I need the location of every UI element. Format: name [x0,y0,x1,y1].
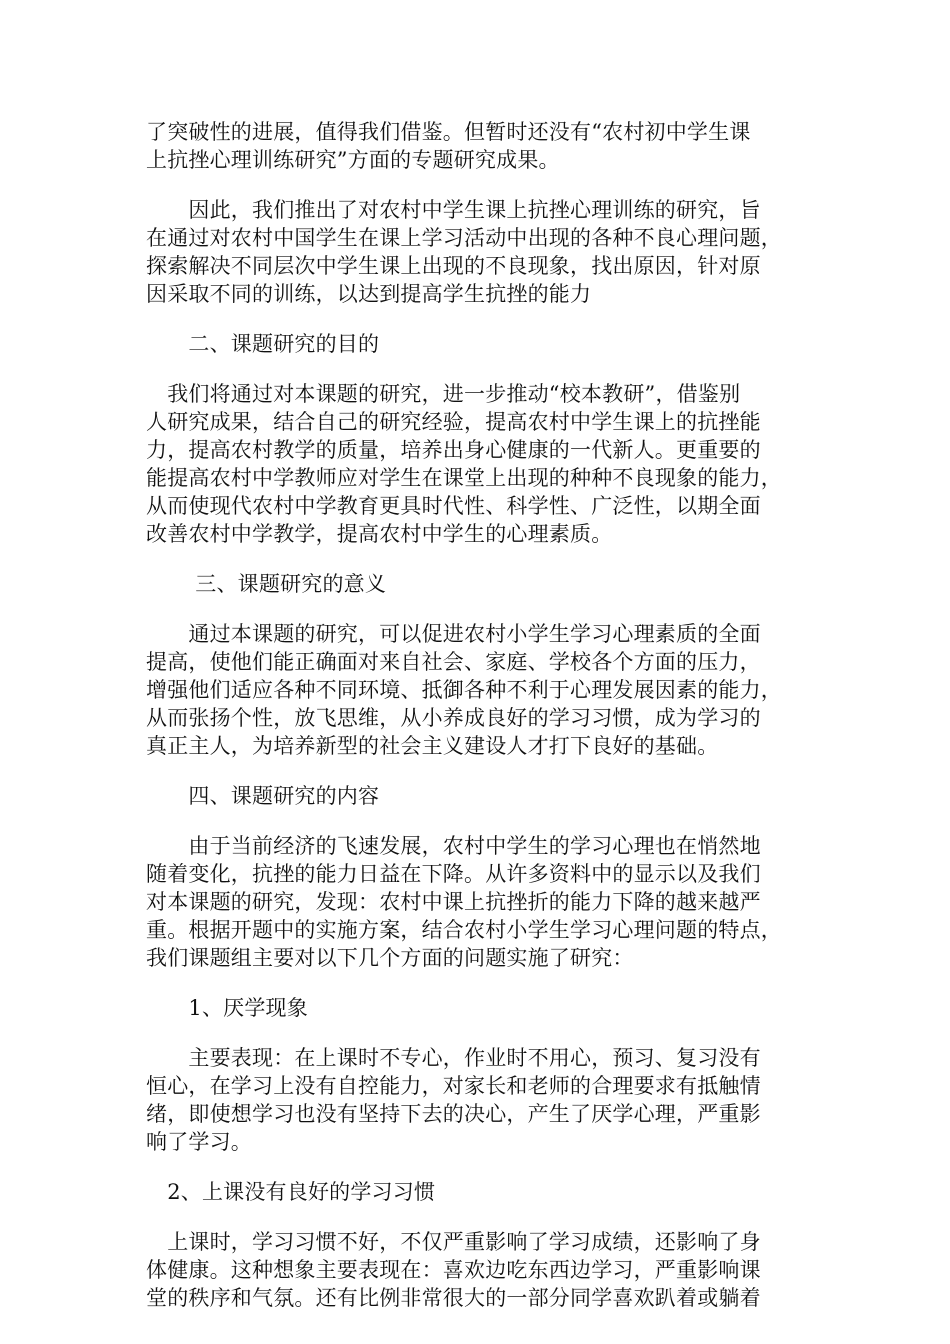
text-line: 绪，即使想学习也没有坚持下去的决心，产生了厌学心理，严重影 [146,1102,761,1126]
text-line: 堂的秩序和气氛。还有比例非常很大的一部分同学喜欢趴着或躺着 [146,1286,761,1310]
text-line: 随着变化，抗挫的能力日益在下降。从许多资料中的显示以及我们 [146,862,761,886]
text-line: 上抗挫心理训练研究”方面的专题研究成果。 [146,148,560,172]
text-line: 由于当前经济的飞速发展，农村中学生的学习心理也在悄然地 [146,834,761,858]
paragraph-content [146,832,806,972]
text-line: 力，提高农村教学的质量，培养出身心健康的一代新人。更重要的 [146,438,761,462]
paragraph-significance [146,620,806,760]
subheading-aversion [146,994,806,1022]
text-line: 从而使现代农村中学教育更具时代性、科学性、广泛性，以期全面 [146,494,761,518]
heading-text: 2、上课没有良好的学习习惯 [146,1180,436,1204]
text-line: 从而张扬个性，放飞思维，从小养成良好的学习习惯，成为学习的 [146,706,761,730]
text-line: 我们将通过对本课题的研究，进一步推动“校本教研”，借鉴别 [146,382,741,406]
text-line: 上课时，学习习惯不好，不仅严重影响了学习成绩，还影响了身 [146,1230,761,1254]
text-line: 重。根据开题中的实施方案，结合农村小学生学习心理问题的特点， [146,918,782,942]
heading-text: 1、厌学现象 [146,996,308,1020]
text-line: 通过本课题的研究，可以促进农村小学生学习心理素质的全面 [146,622,761,646]
text-line: 改善农村中学教学，提高农村中学生的心理素质。 [146,522,613,546]
heading-text: 二、课题研究的目的 [146,332,380,356]
text-line: 因采取不同的训练，以达到提高学生抗挫的能力 [146,282,592,306]
text-line: 响了学习。 [146,1130,252,1154]
paragraph-research-purpose-intro [146,196,806,308]
paragraph-research-status [146,118,806,174]
text-line: 我们课题组主要对以下几个方面的问题实施了研究： [146,946,634,970]
section-heading-content [146,782,806,810]
document-body [146,118,806,1334]
text-line: 提高，使他们能正确面对来自社会、家庭、学校各个方面的压力， [146,650,761,674]
text-line: 真正主人，为培养新型的社会主义建设人才打下良好的基础。 [146,734,719,758]
text-line: 体健康。这种想象主要表现在：喜欢边吃东西边学习，严重影响课 [146,1258,761,1282]
text-line: 增强他们适应各种不同环境、抵御各种不利于心理发展因素的能力， [146,678,782,702]
text-line: 恒心，在学习上没有自控能力，对家长和老师的合理要求有抵触情 [146,1074,761,1098]
section-heading-significance [146,570,806,598]
heading-text: 三、课题研究的意义 [146,572,387,596]
text-line: 人研究成果，结合自己的研究经验，提高农村中学生课上的抗挫能 [146,410,761,434]
text-line: 了突破性的进展，值得我们借鉴。但暂时还没有“农村初中学生课 [146,120,751,144]
subheading-habits [146,1178,806,1206]
text-line: 能提高农村中学教师应对学生在课堂上出现的种种不良现象的能力， [146,466,782,490]
text-line: 探索解决不同层次中学生课上出现的不良现象，找出原因，针对原 [146,254,761,278]
text-line: 在通过对农村中国学生在课上学习活动中出现的各种不良心理问题， [146,226,782,250]
paragraph-goal [146,380,806,548]
paragraph-habits [146,1228,806,1312]
text-line: 主要表现：在上课时不专心，作业时不用心，预习、复习没有 [146,1046,761,1070]
heading-text: 四、课题研究的内容 [146,784,380,808]
paragraph-aversion [146,1044,806,1156]
section-heading-goal [146,330,806,358]
text-line: 因此，我们推出了对农村中学生课上抗挫心理训练的研究，旨 [146,198,761,222]
text-line: 对本课题的研究，发现：农村中课上抗挫折的能力下降的越来越严 [146,890,761,914]
